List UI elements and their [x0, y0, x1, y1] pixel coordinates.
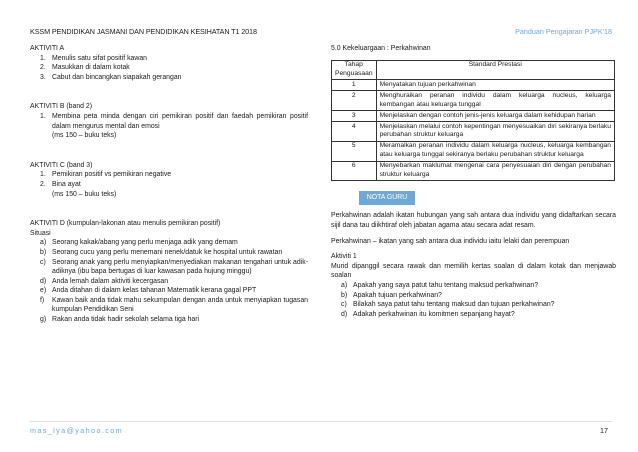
- list-item: c) Seorang anak yang perlu menyiapkan/menyediakan makanan tengahari untuk adik-adiknya (ibu bapa bertugas di luar kawasan pada hujung minggu): [40, 258, 308, 276]
- list-item: 2. Masukkan di dalam kotak: [40, 64, 130, 72]
- level-cell: 3: [332, 111, 377, 122]
- standard-cell: Menghuraikan peranan individu dalam keluarga nucleus, keluarga kembangan atau keluarga tunggal: [376, 91, 614, 111]
- nota-guru-badge: NOTA GURU: [359, 191, 415, 205]
- activity-b-title: AKTIVITI B (band 2): [30, 103, 93, 111]
- section-title: 5.0 Kekeluargaan : Perkahwinan: [331, 45, 431, 52]
- activity-b-list: [40, 112, 308, 131]
- list-item: e) Anda ditahan di dalam kelas tahanan Matematik kerana gagal PPT: [40, 287, 257, 295]
- column-header-level: Tahap Penguasaan: [332, 60, 377, 80]
- activity-c-reference: (ms 150 – buku teks): [52, 190, 117, 198]
- activity-1-title: Aktiviti 1: [331, 253, 357, 261]
- left-column: [30, 44, 308, 325]
- footer-email[interactable]: mas_lya@yahoo.com: [30, 426, 124, 435]
- table-row: [332, 111, 615, 122]
- list-item: d) Adakah perkahwinan itu komitmen sepanjang hayat?: [341, 310, 515, 318]
- standard-cell: Menjelaskan melalui contoh kepentingan menyesuaikan diri sekiranya berlaku perubahan struktur keluarga: [376, 122, 614, 142]
- table-row: [332, 141, 615, 161]
- level-cell: 5: [332, 141, 377, 161]
- list-item: g) Rakan anda tidak hadir sekolah selama tiga hari: [40, 316, 200, 324]
- activity-a-list: [40, 54, 308, 83]
- table-row: [332, 91, 615, 111]
- activity-1-instructions: Murid dipanggil secara rawak dan memilih kertas soalan di dalam kotak dan menjawab soalan: [331, 262, 616, 280]
- list-item: 1. Pemikiran positif vs pemikiran negative: [40, 171, 172, 179]
- list-item: 2. Bina ayat: [40, 180, 81, 188]
- activity-d-subtitle: Situasi: [30, 229, 51, 237]
- activity-c-title: AKTIVITI C (band 3): [30, 161, 93, 169]
- list-item: 1. Menulis satu sifat positif kawan: [40, 54, 147, 62]
- footer-divider: [30, 421, 612, 422]
- standard-cell: Menyatakan tujuan perkahwinan: [376, 80, 614, 91]
- list-item: c) Bilakah saya patut tahu tentang maksud dan tujuan perkahwinan?: [341, 301, 555, 309]
- list-item: f) Kawan baik anda tidak mahu sekumpulan dengan anda untuk menyiapkan tugasan kumpulan Pendidikan Seni: [40, 296, 308, 314]
- activity-b-reference: (ms 150 – buku teks): [52, 132, 117, 140]
- table-row: [332, 161, 615, 181]
- activity-d-title: AKTIVITI D (kumpulan-lakonan atau menulis pemikiran positif): [30, 220, 221, 228]
- header-guide-name: Panduan Pengajaran PJPK'18: [515, 27, 612, 36]
- list-item: b) Seorang cucu yang perlu menemani nenek/datuk ke hospital untuk rawatan: [40, 248, 283, 256]
- activity-a-title: AKTIVITI A: [30, 45, 65, 52]
- standard-cell: Menjelaskan dengan contoh jenis-jenis keluarga dalam kehidupan harian: [376, 111, 614, 122]
- table-row: [332, 80, 615, 91]
- standard-cell: Menyebarkan maklumat mengenai cara penyesuaian diri dengan perubahan struktur keluarga: [376, 161, 614, 181]
- list-item: b) Apakah tujuan perkahwinan?: [341, 291, 442, 299]
- level-cell: 1: [332, 80, 377, 91]
- performance-standard-table: [331, 60, 615, 182]
- list-item: 1. Membina peta minda dengan ciri pemikiran positif dan faedah pemikiran positif dalam mengurus mental dan emosi: [40, 112, 308, 130]
- list-item: 3. Cabut dan bincangkan siapakah gerangan: [40, 73, 182, 81]
- level-cell: 2: [332, 91, 377, 111]
- right-column: [331, 44, 616, 319]
- table-header-row: [332, 60, 615, 80]
- column-header-standard: Standard Prestasi: [376, 60, 614, 80]
- table-row: [332, 122, 615, 142]
- definition-summary: Perkahwinan – ikatan yang sah antara dua individu iaitu lelaki dan perempuan: [331, 237, 570, 245]
- header-title: KSSM PENDIDIKAN JASMANI DAN PENDIDIKAN KESIHATAN T1 2018: [30, 27, 257, 36]
- definition-paragraph: Perkahwinan adalah ikatan hubungan yang sah antara dua individu yang didaftarkan secara sijil dana tau diikhtiraf oleh jabatan agama atau secara adat resam.: [331, 212, 616, 230]
- activity-d-list: [40, 238, 308, 324]
- standard-cell: Meramalkan peranan individu dalam keluarga nucleus, keluarga kembangan atau keluarga tunggal sekiranya berlaku perubahan struktur keluarga: [376, 141, 614, 161]
- list-item: a) Seorang kakak/abang yang perlu menjaga adik yang demam: [40, 239, 238, 247]
- level-cell: 4: [332, 122, 377, 142]
- question-list: [341, 281, 616, 319]
- activity-c-list: [40, 170, 308, 189]
- page-number: 17: [600, 426, 608, 435]
- list-item: d) Anda lemah dalam aktiviti kecergasan: [40, 277, 169, 285]
- list-item: a) Apakah yang saya patut tahu tentang maksud perkahwinan?: [341, 282, 539, 290]
- level-cell: 6: [332, 161, 377, 181]
